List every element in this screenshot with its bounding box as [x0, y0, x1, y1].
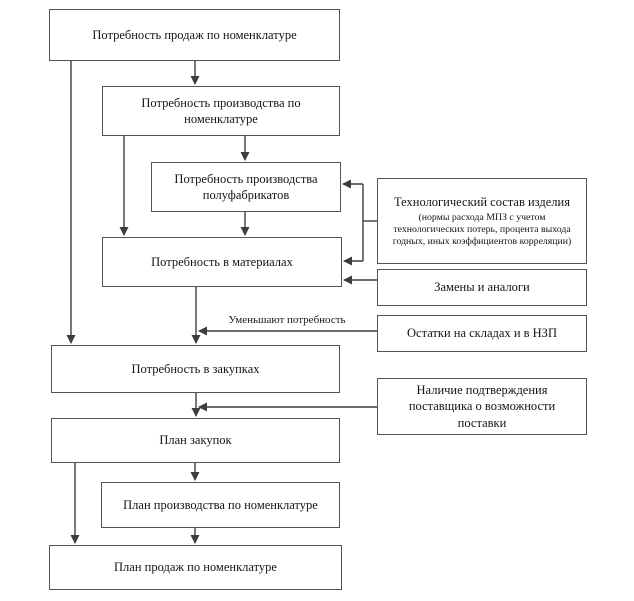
node-semifinished-demand-label: Потребность производства полуфабрикатов [174, 171, 318, 202]
node-semifinished-demand [151, 162, 341, 212]
node-purchase-demand [51, 345, 340, 393]
node-tech-structure-label: Технологический состав изделия [394, 195, 570, 210]
node-supplier-confirmation-label: Наличие подтверждения поставщика о возможности поставки [408, 383, 556, 430]
node-purchase-demand-label: Потребность в закупках [131, 361, 260, 376]
node-tech-structure [377, 178, 587, 264]
node-substitutes-label: Замены и аналоги [434, 280, 530, 295]
node-stock-balances-label: Остатки на складах и в НЗП [407, 326, 557, 341]
node-supplier-confirmation [377, 378, 587, 435]
node-materials-demand-label: Потребность в материалах [151, 254, 293, 269]
node-substitutes [377, 269, 587, 306]
node-purchase-plan-label: План закупок [159, 433, 232, 448]
node-sales-plan-label: План продаж по номенклатуре [114, 560, 277, 575]
node-production-demand [102, 86, 340, 136]
node-production-demand-label: Потребность производства по номенклатуре [141, 95, 301, 126]
node-sales-demand [49, 9, 340, 61]
node-production-plan [101, 482, 340, 528]
node-tech-structure-sublabel: (нормы расхода МПЗ с учетом технологических потерь, процента выхода годных, иных коэффициентов корреляции) [392, 211, 572, 247]
node-stock-balances [377, 315, 587, 352]
node-materials-demand [102, 237, 342, 287]
node-sales-demand-label: Потребность продаж по номенклатуре [92, 27, 297, 42]
node-production-plan-label: План производства по номенклатуре [123, 497, 318, 512]
node-purchase-plan [51, 418, 340, 463]
node-sales-plan [49, 545, 342, 590]
edge-label-reduce-demand: Уменьшают потребность [213, 314, 361, 326]
